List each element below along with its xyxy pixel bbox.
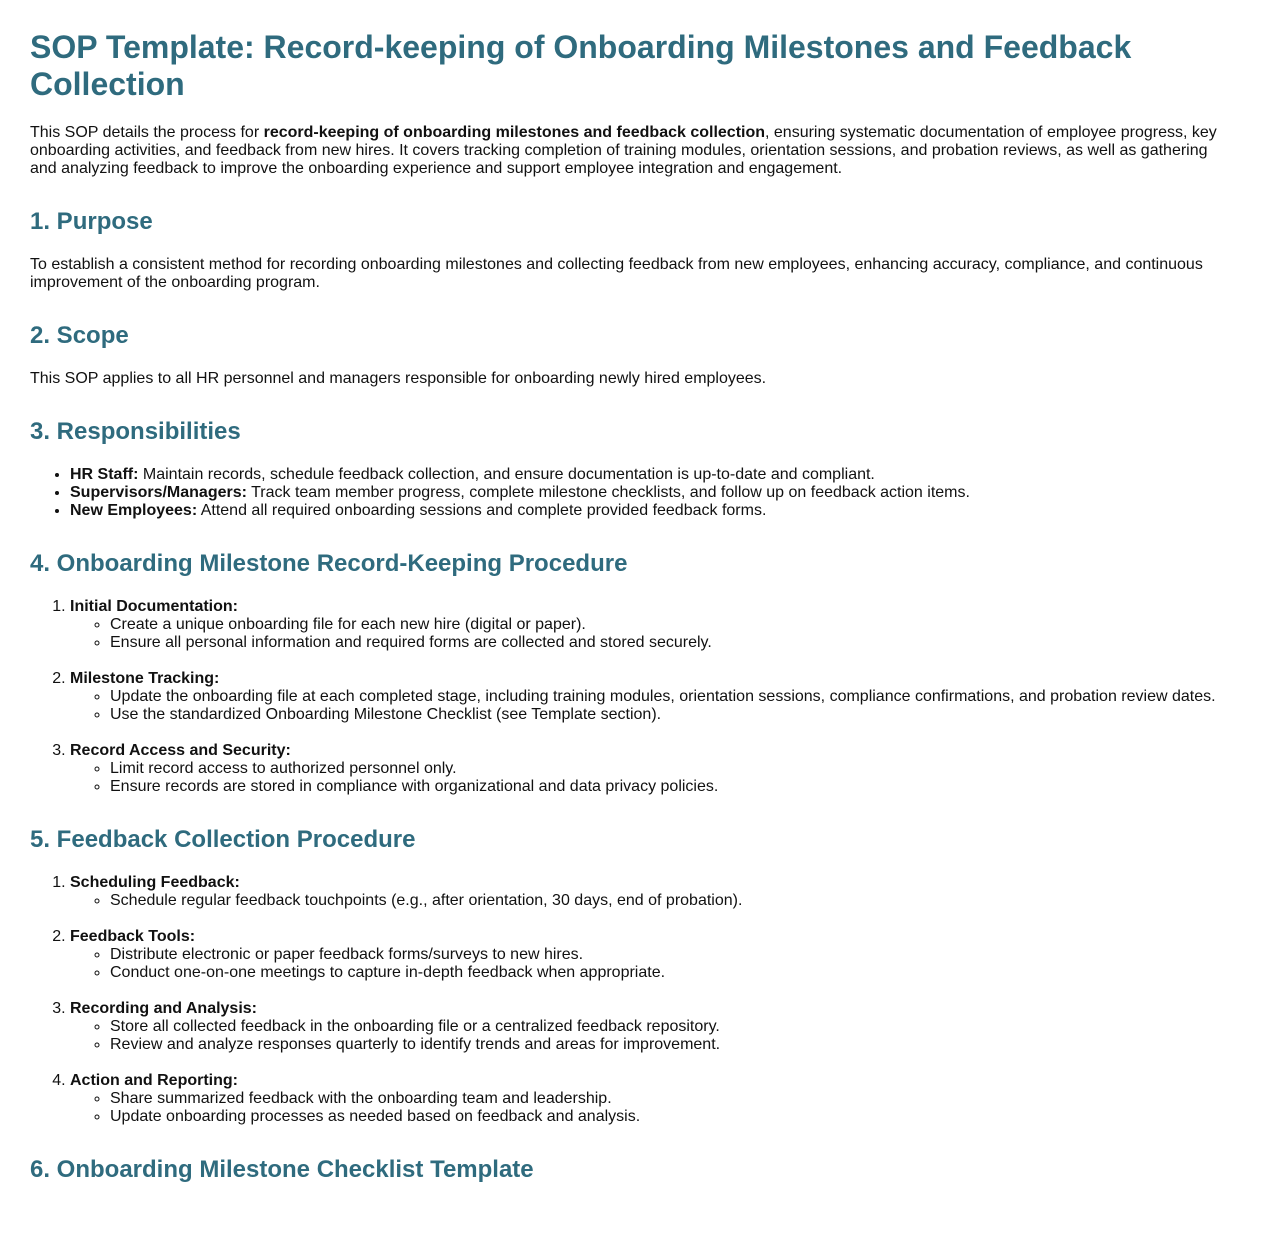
- step-title: Action and Reporting:: [70, 1072, 238, 1089]
- step-substeps: [70, 688, 1233, 724]
- step-substeps: [70, 946, 1233, 982]
- procedure-step: [70, 742, 1233, 796]
- step-substeps: [70, 760, 1233, 796]
- procedure-step: [70, 598, 1233, 652]
- role-description: Maintain records, schedule feedback collection, and ensure documentation is up-to-date and compliant.: [138, 466, 875, 483]
- section-heading-scope: 2. Scope: [30, 322, 129, 349]
- step-title: Record Access and Security:: [70, 742, 291, 759]
- list-item: ◦ Create a unique onboarding file for each new hire (digital or paper).: [110, 616, 1233, 634]
- step-substeps: [70, 1090, 1233, 1126]
- step-substeps: [70, 892, 1233, 910]
- procedure-step: [70, 670, 1233, 724]
- procedure-step: [70, 1000, 1233, 1054]
- step-substeps: [70, 616, 1233, 652]
- list-item: [70, 466, 1233, 484]
- step-title: Milestone Tracking:: [70, 670, 220, 687]
- role-label: New Employees:: [70, 502, 198, 519]
- list-item: [70, 502, 1233, 520]
- step-title: Scheduling Feedback:: [70, 874, 240, 891]
- list-item: ◦ Review and analyze responses quarterly to identify trends and areas for improvement.: [110, 1036, 1233, 1054]
- section-purpose: [30, 208, 1233, 292]
- section-heading-milestone-procedure: 4. Onboarding Milestone Record-Keeping Procedure: [30, 550, 628, 577]
- list-item: ◦ Conduct one-on-one meetings to capture in-depth feedback when appropriate.: [110, 964, 1233, 982]
- list-item: ◦ Store all collected feedback in the onboarding file or a centralized feedback repository.: [110, 1018, 1233, 1036]
- section-heading-responsibilities: 3. Responsibilities: [30, 418, 241, 445]
- sop-document: [0, 29, 1263, 1184]
- section-heading-feedback-procedure: 5. Feedback Collection Procedure: [30, 826, 416, 853]
- milestone-steps-list: [30, 598, 1233, 796]
- section-heading-purpose: 1. Purpose: [30, 208, 153, 235]
- intro-text-bold: record-keeping of onboarding milestones and feedback collection: [263, 124, 766, 141]
- section-heading-checklist-template: 6. Onboarding Milestone Checklist Template: [30, 1156, 534, 1183]
- section-scope: [30, 322, 1233, 388]
- section-responsibilities: [30, 418, 1233, 520]
- purpose-text: To establish a consistent method for recording onboarding milestones and collecting feedback from new employees, enhancing accuracy, compliance, and continuous improvement of the onboarding program.: [30, 256, 1203, 291]
- list-item: ◦ Limit record access to authorized personnel only.: [110, 760, 1233, 778]
- list-item: ◦ Share summarized feedback with the onboarding team and leadership.: [110, 1090, 1233, 1108]
- section-feedback-procedure: [30, 826, 1233, 1126]
- step-title: Feedback Tools:: [70, 928, 196, 945]
- list-item: ◦ Update onboarding processes as needed based on feedback and analysis.: [110, 1108, 1233, 1126]
- list-item: ◦ Schedule regular feedback touchpoints (e.g., after orientation, 30 days, end of probation).: [110, 892, 1233, 910]
- intro-paragraph: [30, 124, 1233, 178]
- step-title: Initial Documentation:: [70, 598, 238, 615]
- list-item: [70, 484, 1233, 502]
- step-substeps: [70, 1018, 1233, 1054]
- intro-text-start: This SOP details the process for: [30, 124, 264, 141]
- list-item: ◦ Distribute electronic or paper feedback forms/surveys to new hires.: [110, 946, 1233, 964]
- section-checklist-template: [30, 1156, 1233, 1184]
- role-description: Attend all required onboarding sessions and complete provided feedback forms.: [197, 502, 767, 519]
- procedure-step: [70, 874, 1233, 910]
- procedure-step: [70, 1072, 1233, 1126]
- section-milestone-procedure: [30, 550, 1233, 796]
- feedback-steps-list: [30, 874, 1233, 1126]
- intro-text-end: , ensuring systematic documentation of employee progress, key onboarding activities, and feedback from new hires. It covers tracking completion of training modules, orientation sessions, and probation reviews, as well as gathering and analyzing feedback to improve the onboarding experience and support employee integration and engagement.: [30, 124, 1217, 177]
- procedure-step: [70, 928, 1233, 982]
- responsibilities-list: [30, 466, 1233, 520]
- step-title: Recording and Analysis:: [70, 1000, 257, 1017]
- list-item: ◦ Ensure all personal information and required forms are collected and stored securely.: [110, 634, 1233, 652]
- list-item: ◦ Ensure records are stored in compliance with organizational and data privacy policies.: [110, 778, 1233, 796]
- scope-text: This SOP applies to all HR personnel and managers responsible for onboarding newly hired employees.: [30, 370, 767, 387]
- list-item: ◦ Use the standardized Onboarding Milestone Checklist (see Template section).: [110, 706, 1233, 724]
- role-description: Track team member progress, complete milestone checklists, and follow up on feedback action items.: [246, 484, 970, 501]
- list-item: ◦ Update the onboarding file at each completed stage, including training modules, orientation sessions, compliance confirmations, and probation review dates.: [110, 688, 1233, 706]
- role-label: HR Staff:: [70, 466, 139, 483]
- page-title: SOP Template: Record-keeping of Onboarding Milestones and Feedback Collection: [30, 29, 1132, 102]
- role-label: Supervisors/Managers:: [70, 484, 247, 501]
